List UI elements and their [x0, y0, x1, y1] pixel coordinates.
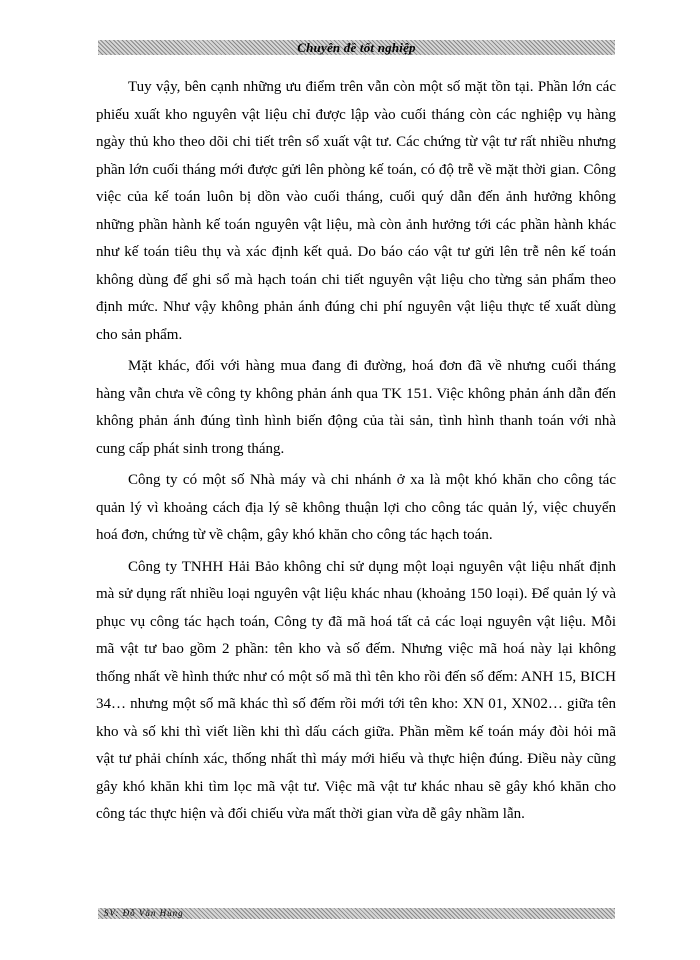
page-header-title: Chuyên đề tốt nghiệp	[297, 40, 416, 55]
document-body	[96, 74, 616, 829]
paragraph-3: Công ty có một số Nhà máy và chi nhánh ở xa là một khó khăn cho công tác quản lý vì khoảng cách địa lý sẽ không thuận lợi cho công tác quản lý, việc chuyển hoá đơn, chứng từ về chậm, gây khó khăn cho công tác hạch toán.	[96, 472, 616, 543]
paragraph-1: Tuy vậy, bên cạnh những ưu điểm trên vẫn còn một số mặt tồn tại. Phần lớn các phiếu xuất kho nguyên vật liệu chỉ được lập vào cuối tháng còn các nghiệp vụ hàng ngày thủ kho theo dõi chi tiết trên sổ xuất vật tư. Các chứng từ vật tư rất nhiều nhưng phần lớn cuối tháng mới được gửi lên phòng kế toán, có độ trễ về mặt thời gian. Công việc của kế toán luôn bị dồn vào cuối tháng, cuối quý dẫn đến ảnh hưởng không những phần hành kế toán nguyên vật liệu, mà còn ảnh hưởng tới các phần hành khác như kế toán tiêu thụ và xác định kết quả. Do báo cáo vật tư gửi lên trễ nên kế toán không dùng để ghi sổ mà hạch toán chi tiết nguyên vật liệu cho từng sản phẩm theo định mức. Như vậy không phản ánh đúng chi phí nguyên vật liệu thực tế xuất dùng cho sản phẩm.	[96, 79, 616, 343]
page-header-bar	[98, 40, 615, 55]
page-footer-bar	[98, 908, 615, 919]
paragraph-4: Công ty TNHH Hải Bảo không chỉ sử dụng một loại nguyên vật liệu nhất định mà sử dụng rất nhiều loại nguyên vật liệu khác nhau (khoảng 150 loại). Để quản lý và phục vụ công tác hạch toán, Công ty đã mã hoá tất cả các loại nguyên vật liệu. Mỗi mã vật tư bao gồm 2 phần: tên kho và số đếm. Nhưng việc mã hoá này lại không thống nhất về hình thức như có một số mã thì tên kho rồi đến số đếm: ANH 15, BICH 34… nhưng một số mã khác thì số đếm rồi mới tới tên kho: XN 01, XN02… giữa tên kho và số khi thì viết liền khi thì dấu cách giữa. Phần mềm kế toán máy đòi hỏi mã vật tư phải chính xác, thống nhất thì máy mới hiểu và thực hiện đúng. Điều này cũng gây khó khăn khi tìm lọc mã vật tư. Việc mã vật tư khác nhau sẽ gây khó khăn cho công tác thực hiện và đối chiếu vừa mất thời gian vừa dễ gây nhầm lẫn.	[96, 558, 616, 822]
paragraph-2: Mặt khác, đối với hàng mua đang đi đường, hoá đơn đã về nhưng cuối tháng hàng vẫn chưa về công ty không phản ánh qua TK 151. Việc không phản ánh dẫn đến không phản ánh đúng tình hình biến động của tài sản, tình hình thanh toán với nhà cung cấp phát sinh trong tháng.	[96, 358, 616, 457]
footer-author: SV: Đỗ Văn Hùng	[104, 908, 184, 918]
